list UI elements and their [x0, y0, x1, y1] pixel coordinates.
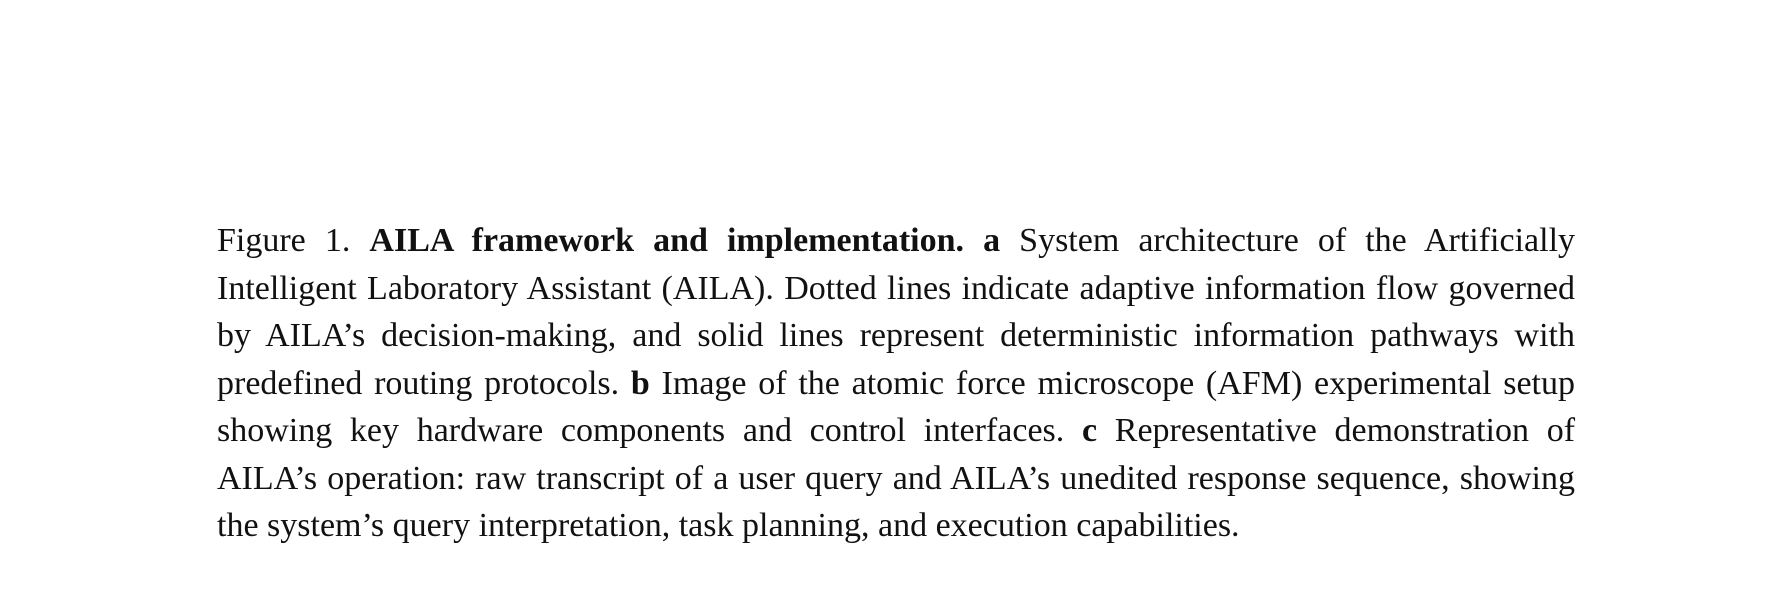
panel-description-c: Representative demonstration of AILA’s operation: raw transcript of a user query and AILA’s unedited response sequence, showing the system’s query interpretation, task planning, and execution capabilities. [217, 412, 1576, 544]
panel-letter-b: b [630, 364, 650, 402]
figure-caption [217, 217, 1575, 550]
panel-letter-c: c [1081, 412, 1098, 449]
figure-label: Figure 1. [217, 222, 351, 259]
panel-description-a: System architecture of the Artificially Intelligent Laboratory Assistant (AILA). Dotted lines indicate adaptive information flow governed by AILA’s decision-making, and solid lines represent deterministic information pathways with predefined routing protocols. [217, 222, 1576, 402]
panel-description-b: Image of the atomic force microscope (AFM) experimental setup showing key hardware components and control interfaces. [217, 364, 1575, 449]
figure-title: AILA framework and implementation. [369, 222, 964, 259]
panel-letter-a: a [983, 222, 1001, 259]
